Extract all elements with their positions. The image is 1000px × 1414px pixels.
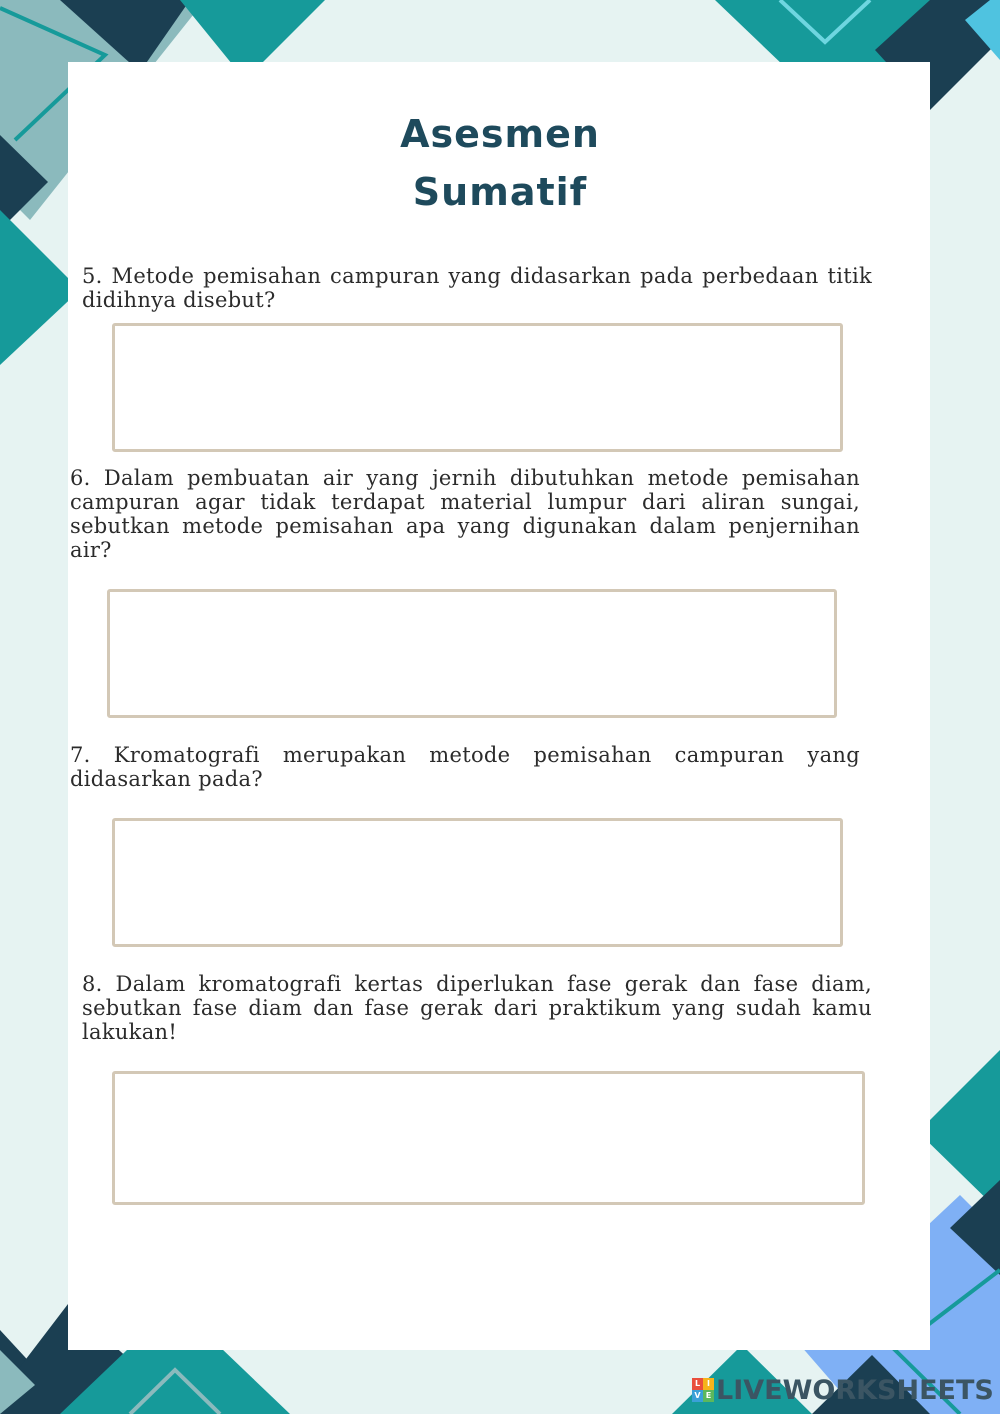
answer-box-5[interactable] — [112, 323, 843, 452]
logo-letter: L — [692, 1378, 703, 1390]
page-title-line-2: Sumatif — [412, 170, 588, 214]
liveworksheets-logo-icon — [692, 1378, 714, 1402]
page-title-line-1: Asesmen — [400, 112, 600, 156]
answer-box-7[interactable] — [112, 818, 843, 947]
decor-diamond — [918, 1050, 1000, 1212]
logo-letter: E — [703, 1390, 714, 1402]
answer-box-6[interactable] — [107, 589, 837, 718]
brand-name: LIVEWORKSHEETS — [716, 1374, 994, 1406]
question-5-text: 5. Metode pemisahan campuran yang didasarkan pada perbedaan titik didihnya disebut? — [82, 264, 872, 312]
answer-box-8[interactable] — [112, 1071, 865, 1205]
logo-letter: V — [692, 1390, 703, 1402]
logo-letter: I — [703, 1378, 714, 1390]
liveworksheets-brand[interactable] — [692, 1372, 994, 1408]
question-8-text: 8. Dalam kromatografi kertas diperlukan fase gerak dan fase diam, sebutkan fase diam dan fase gerak dari praktikum yang sudah kamu lakukan! — [82, 972, 872, 1044]
question-7-text: 7. Kromatografi merupakan metode pemisahan campuran yang didasarkan pada? — [70, 743, 860, 791]
question-6-text: 6. Dalam pembuatan air yang jernih dibutuhkan metode pemisahan campuran agar tidak terdapat material lumpur dari aliran sungai, sebutkan metode pemisahan apa yang digunakan dalam penjernihan air? — [70, 466, 860, 562]
